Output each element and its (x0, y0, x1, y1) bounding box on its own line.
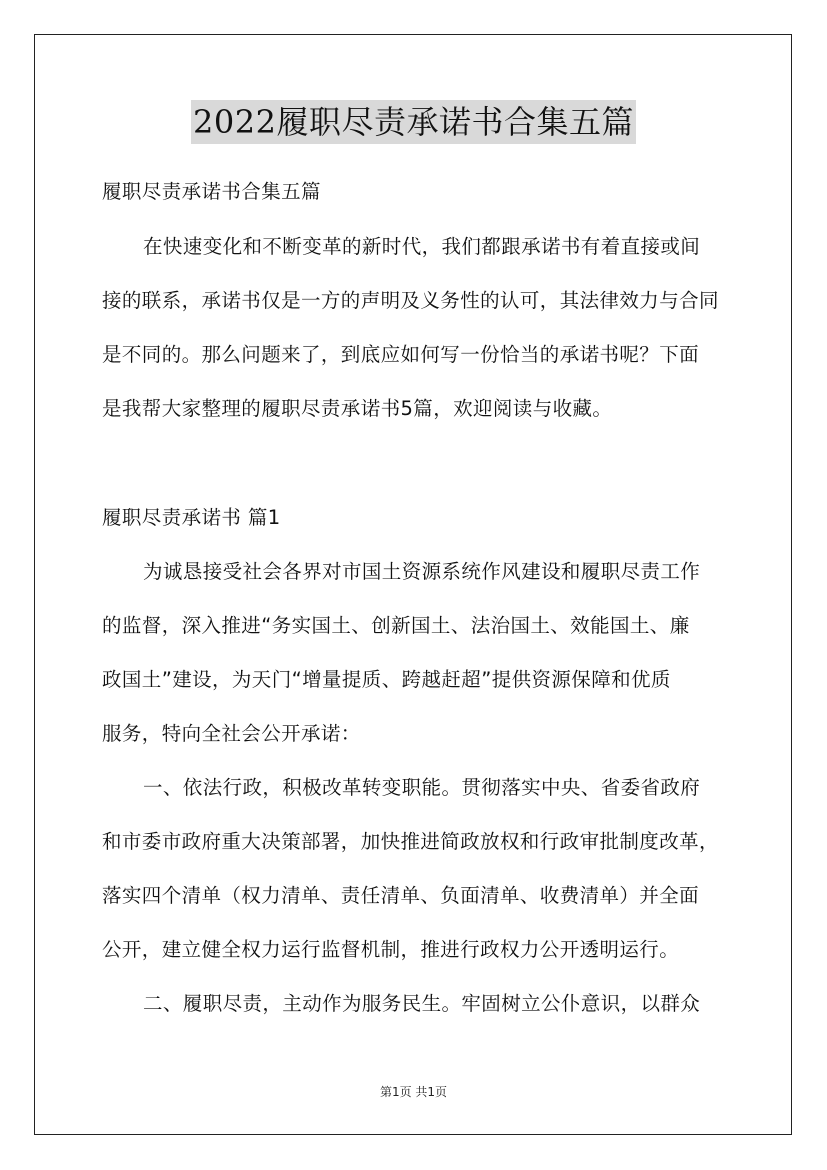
intro-line: 在快速变化和不断变革的新时代，我们都跟承诺书有着直接或间 (143, 235, 701, 258)
document-subtitle: 履职尽责承诺书合集五篇 (102, 180, 321, 203)
document-title: 2022履职尽责承诺书合集五篇 (191, 100, 636, 144)
page-number: 第1页 共1页 (379, 1085, 448, 1099)
paragraph-line: 和市委市政府重大决策部署，加快推进简政放权和行政审批制度改革， (102, 830, 719, 853)
paragraph-line: 一、依法行政，积极改革转变职能。贯彻落实中央、省委省政府 (143, 776, 701, 799)
intro-line: 是不同的。那么问题来了，到底应如何写一份恰当的承诺书呢？下面 (102, 343, 700, 366)
section-heading: 履职尽责承诺书 篇1 (102, 506, 281, 529)
paragraph-line: 二、履职尽责，主动作为服务民生。牢固树立公仆意识，以群众 (143, 992, 701, 1015)
paragraph-line: 公开，建立健全权力运行监督机制，推进行政权力公开透明运行。 (102, 938, 680, 961)
title-wrap (0, 100, 827, 144)
paragraph-line: 落实四个清单（权力清单、责任清单、负面清单、收费清单）并全面 (102, 884, 700, 907)
intro-line: 是我帮大家整理的履职尽责承诺书5篇，欢迎阅读与收藏。 (102, 397, 613, 420)
paragraph-line: 的监督，深入推进“务实国土、创新国土、法治国土、效能国土、廉 (102, 614, 690, 637)
paragraph-line: 政国土”建设，为天门“增量提质、跨越赶超”提供资源保障和优质 (102, 668, 671, 691)
paragraph-line: 服务，特向全社会公开承诺： (102, 722, 361, 745)
paragraph-line: 为诚恳接受社会各界对市国土资源系统作风建设和履职尽责工作 (143, 560, 701, 583)
intro-line: 接的联系，承诺书仅是一方的声明及义务性的认可，其法律效力与合同 (102, 289, 719, 312)
